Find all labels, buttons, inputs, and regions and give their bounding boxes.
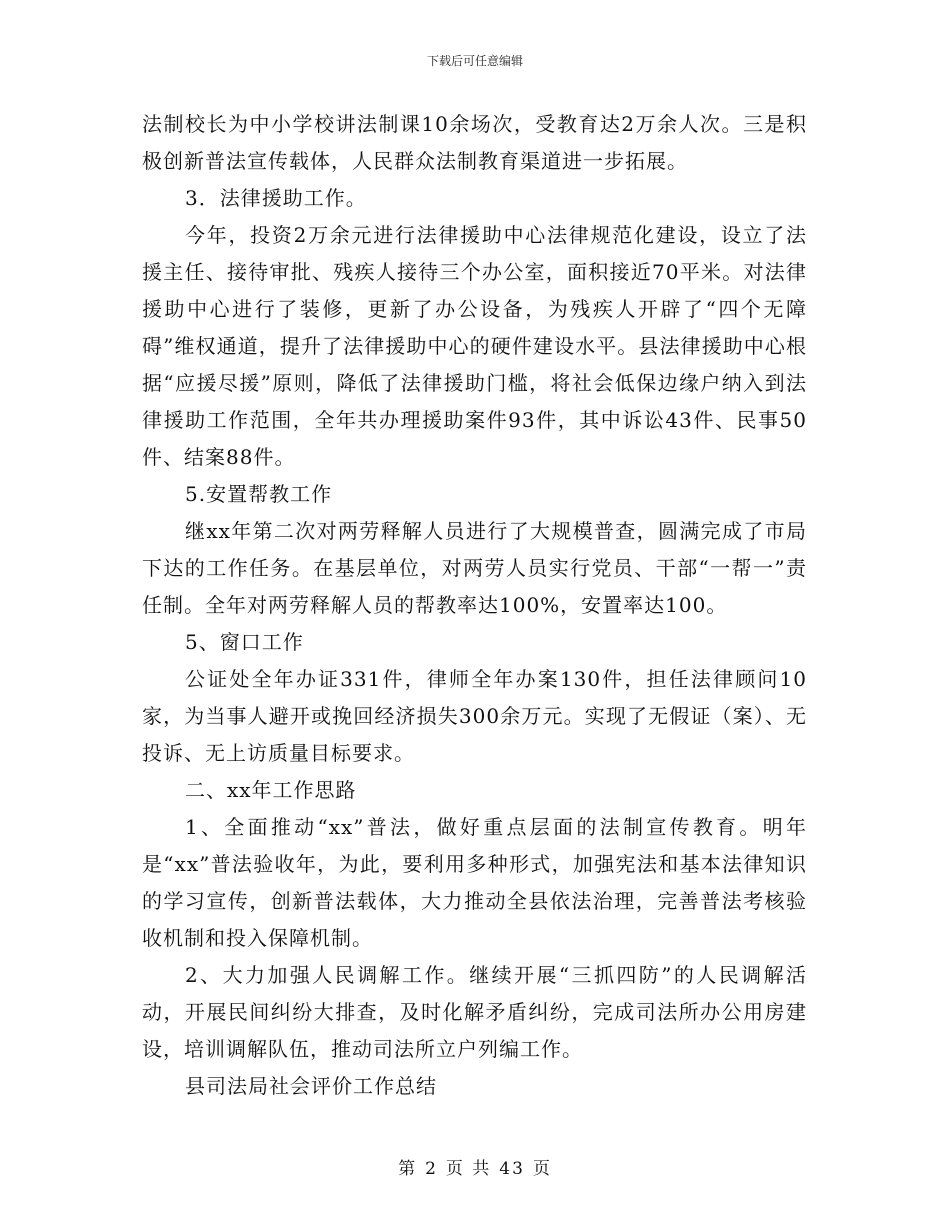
page-footer — [0, 1154, 950, 1179]
paragraph-10: 县司法局社会评价工作总结 — [185, 1074, 437, 1098]
paragraph-0: 法制校长为中小学校讲法制课10余场次，受教育达2万余人次。三是积极创新普法宣传载体，人民群众法制教育渠道进一步拓展。 — [142, 112, 807, 173]
footer-prefix: 第 — [398, 1159, 418, 1179]
paragraph-3: 5.安置帮教工作 — [185, 482, 333, 506]
footer-suffix: 页 — [532, 1159, 552, 1179]
paragraph-6: 公证处全年办证331件，律师全年办案130件，担任法律顾问10家，为当事人避开或挽回经济损失300余万元。实现了无假证（案）、无投诉、无上访质量目标要求。 — [142, 667, 807, 765]
total-page-count: 43 — [499, 1159, 525, 1179]
paragraph-5: 5、窗口工作 — [185, 630, 304, 654]
footer-middle: 页 共 — [445, 1159, 492, 1179]
paragraph-7: 二、xx年工作思路 — [185, 778, 357, 802]
document-body — [142, 106, 807, 1105]
paragraph-9: 2、大力加强人民调解工作。继续开展“三抓四防”的人民调解活动，开展民间纠纷大排查，及时化解矛盾纠纷，完成司法所办公用房建设，培训调解队伍，推动司法所立户列编工作。 — [142, 963, 807, 1061]
current-page-number: 2 — [425, 1159, 438, 1179]
paragraph-2: 今年，投资2万余元进行法律援助中心法律规范化建设，设立了法援主任、接待审批、残疾人接待三个办公室，面积接近70平米。对法律援助中心进行了装修，更新了办公设备，为残疾人开辟了“四个无障碍”维权通道，提升了法律援助中心的硬件建设水平。县法律援助中心根据“应援尽援”原则，降低了法律援助门槛，将社会低保边缘户纳入到法律援助工作范围，全年共办理援助案件93件，其中诉讼43件、民事50件、结案88件。 — [142, 223, 807, 469]
paragraph-4: 继xx年第二次对两劳释解人员进行了大规模普查，圆满完成了市局下达的工作任务。在基层单位，对两劳人员实行党员、干部“一帮一”责任制。全年对两劳释解人员的帮教率达100%，安置率达100。 — [142, 519, 807, 617]
paragraph-8: 1、全面推动“xx”普法，做好重点层面的法制宣传教育。明年是“xx”普法验收年，为此，要利用多种形式，加强宪法和基本法律知识的学习宣传，创新普法载体，大力推动全县依法治理，完善普法考核验收机制和投入保障机制。 — [142, 815, 807, 950]
paragraph-1: 3．法律援助工作。 — [185, 186, 367, 210]
page-header: 下载后可任意编辑 — [426, 54, 523, 68]
